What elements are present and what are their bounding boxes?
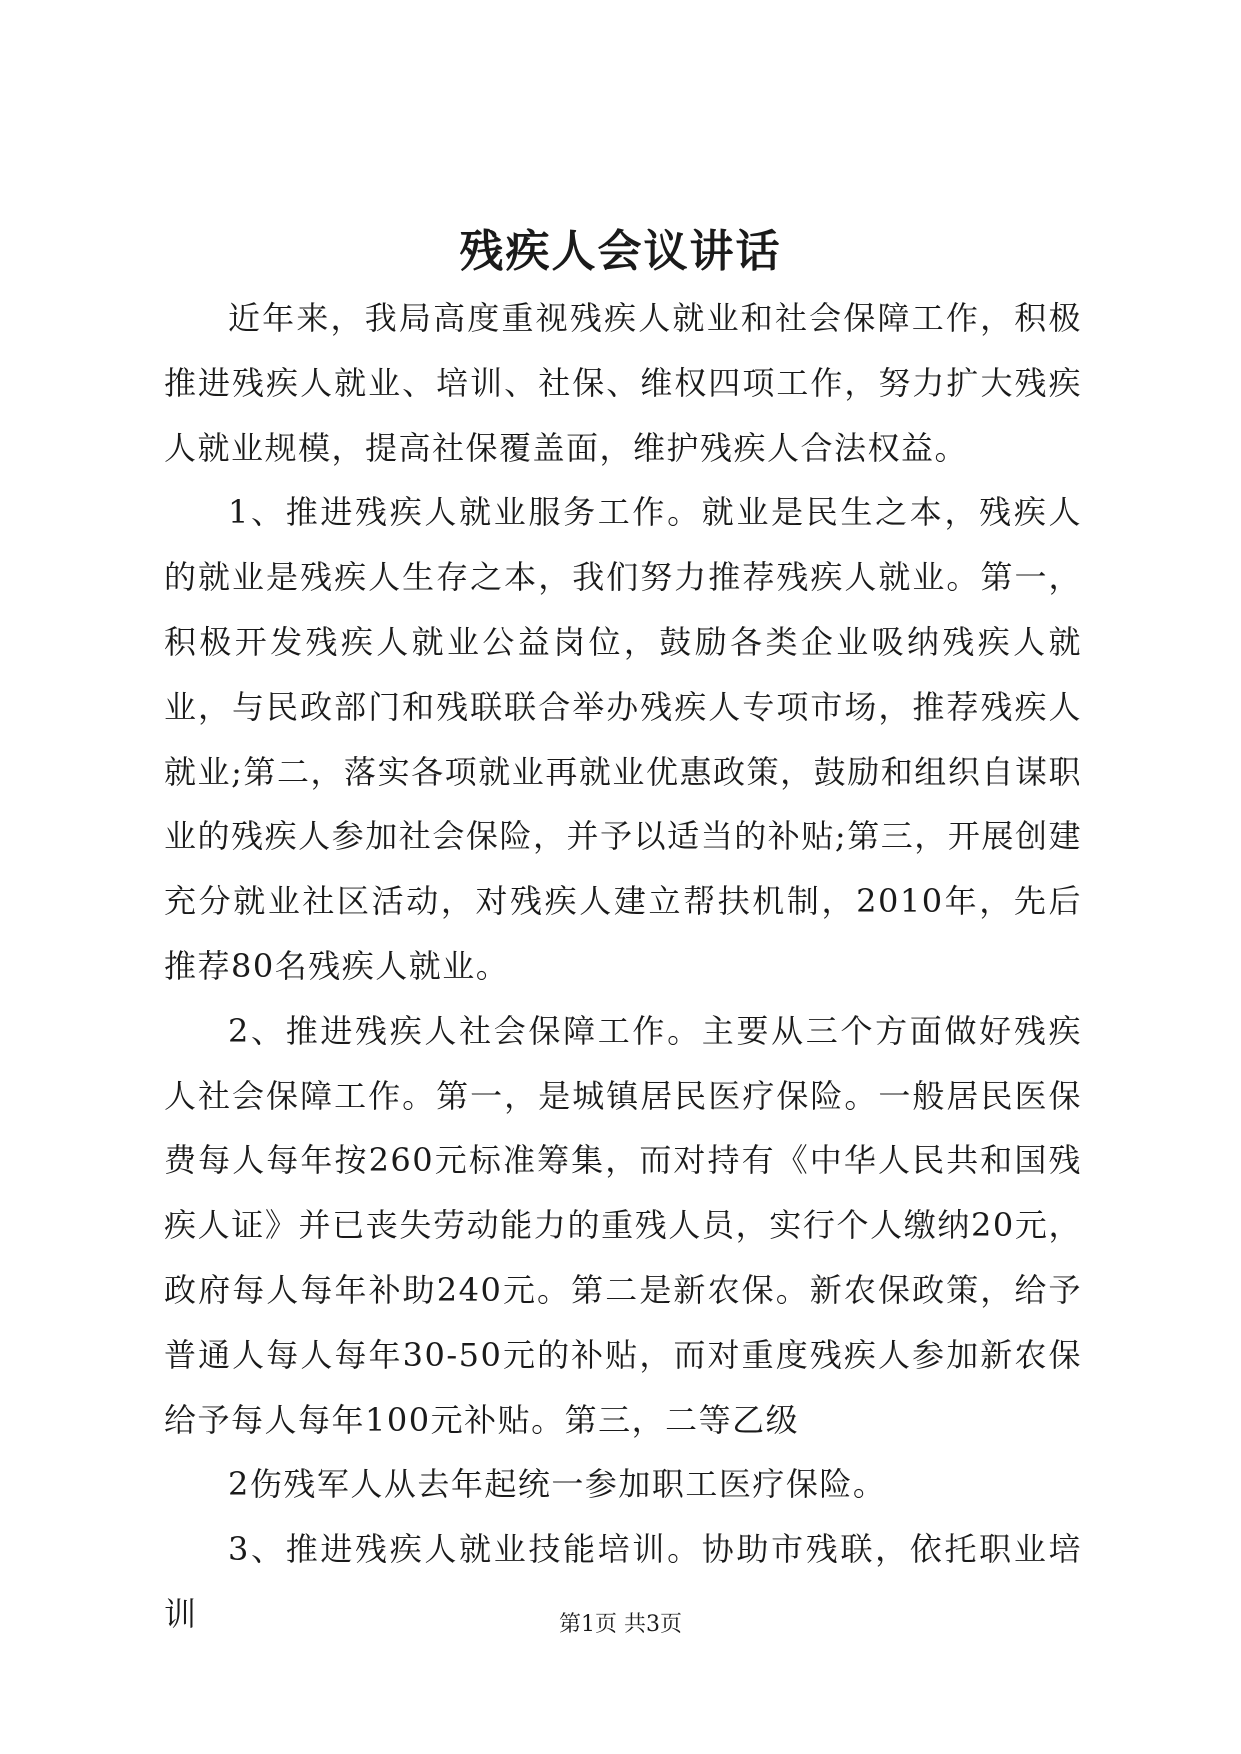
paragraph-intro: 近年来，我局高度重视残疾人就业和社会保障工作，积极推进残疾人就业、培训、社保、维权四项工作，努力扩大残疾人就业规模，提高社保覆盖面，维护残疾人合法权益。	[164, 299, 1082, 467]
paragraph-skills-training: 3、推进残疾人就业技能培训。协助市残联，依托职业培训	[164, 1530, 1082, 1633]
document-title: 残疾人会议讲话	[459, 226, 782, 277]
page-number-footer: 第1页 共3页	[559, 1612, 682, 1637]
paragraph-employment-service: 1、推进残疾人就业服务工作。就业是民生之本，残疾人的就业是残疾人生存之本，我们努力推荐残疾人就业。第一，积极开发残疾人就业公益岗位，鼓励各类企业吸纳残疾人就业，与民政部门和残联联合举办残疾人专项市场，推荐残疾人就业;第二，落实各项就业再就业优惠政策，鼓励和组织自谋职业的残疾人参加社会保险，并予以适当的补贴;第三，开展创建充分就业社区活动，对残疾人建立帮扶机制，2010年，先后推荐80名残疾人就业。	[164, 493, 1082, 985]
paragraph-veterans: 2伤残军人从去年起统一参加职工医疗保险。	[228, 1465, 887, 1504]
paragraph-social-security: 2、推进残疾人社会保障工作。主要从三个方面做好残疾人社会保障工作。第一，是城镇居民医疗保险。一般居民医保费每人每年按260元标准筹集，而对持有《中华人民共和国残疾人证》并已丧失劳动能力的重残人员，实行个人缴纳20元，政府每人每年补助240元。第二是新农保。新农保政策，给予普通人每人每年30-50元的补贴，而对重度残疾人参加新农保给予每人每年100元补贴。第三，二等乙级	[164, 1011, 1082, 1439]
document-body	[164, 286, 1082, 1647]
